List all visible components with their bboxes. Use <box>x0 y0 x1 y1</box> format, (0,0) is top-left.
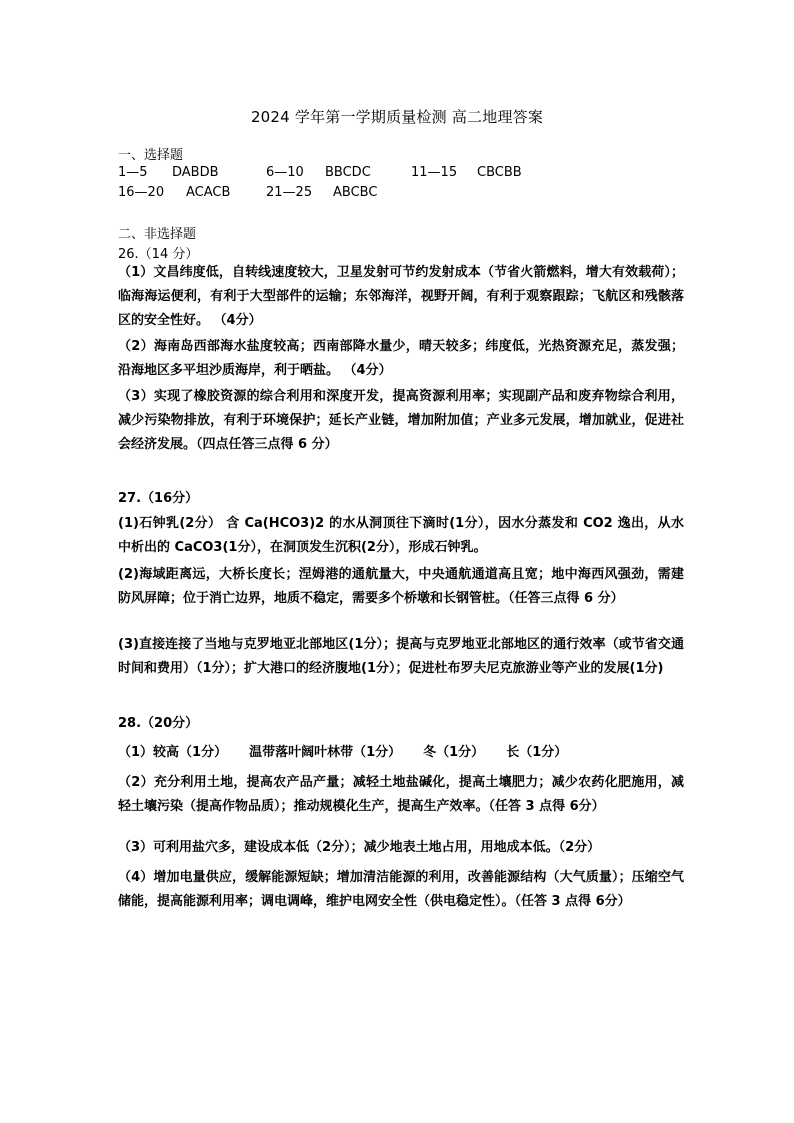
q27-part3: (3)直接连接了当地与克罗地亚北部地区(1分）；提高与克罗地亚北部地区的通行效率（或节省交通时间和费用）（1分）；扩大港口的经济腹地(1分）；促进杜布罗夫尼克旅游业等产业的发展(1分) <box>118 637 684 676</box>
section2-heading: 二、非选择题 <box>118 227 197 242</box>
q26-heading: 26.（14 分） <box>118 247 199 262</box>
answer-range: 21—25 <box>266 185 313 200</box>
q28-part4: （4）增加电量供应，缓解能源短缺；增加清洁能源的利用，改善能源结构（大气质量）；压缩空气储能，提高能源利用率；调电调峰，维护电网安全性（供电稳定性）。（任答 3 点得 6分） <box>118 870 684 909</box>
q26-part1: （1）文昌纬度低，自转线速度较大，卫星发射可节约发射成本（节省火箭燃料，增大有效载荷）；临海海运便利，有利于大型部件的运输；东邻海洋，视野开阔，有利于观察跟踪；飞航区和残骸落区的安全性好。 （4分） <box>118 265 684 328</box>
answer-range: 16—20 <box>118 185 165 200</box>
q28-part1-item: 温带落叶阔叶林带（1分） <box>249 745 402 760</box>
answer-range: 6—10 <box>266 165 304 180</box>
page-title: 2024 学年第一学期质量检测 高二地理答案 <box>250 108 544 126</box>
q28-part3: （3）可利用盐穴多，建设成本低（2分）；减少地表土地占用，用地成本低。（2分） <box>118 840 601 855</box>
answer-key: ABCBC <box>333 185 378 200</box>
q28-part1-item: 冬（1分） <box>423 745 485 760</box>
answer-key: CBCBB <box>477 165 522 180</box>
answer-key: ACACB <box>186 185 231 200</box>
answer-key: DABDB <box>172 165 219 180</box>
answer-key: BBCDC <box>325 165 371 180</box>
q26-part2: （2）海南岛西部海水盐度较高；西南部降水量少，晴天较多；纬度低，光热资源充足，蒸发强；沿海地区多平坦沙质海岸，利于晒盐。 （4分） <box>118 339 684 378</box>
q27-part1: (1)石钟乳(2分） 含 Ca(HCO3)2 的水从洞顶往下滴时(1分），因水分蒸发和 CO2 逸出，从水中析出的 CaCO3(1分），在洞顶发生沉积(2分），形成石钟乳。 <box>118 516 684 555</box>
q27-heading: 27.（16分） <box>118 491 199 506</box>
answer-range: 1—5 <box>118 165 148 180</box>
q28-heading: 28.（20分） <box>118 716 199 731</box>
q28-part1-item: （1）较高（1分） <box>118 745 228 760</box>
q27-part2: (2)海域距离远，大桥长度长；涅姆港的通航量大，中央通航通道高且宽；地中海西风强劲，需建防风屏障；位于消亡边界，地质不稳定，需要多个桥墩和长钢管桩。（任答三点得 6 分） <box>118 567 684 606</box>
section1-heading: 一、选择题 <box>118 148 184 163</box>
answer-range: 11—15 <box>411 165 458 180</box>
q28-part1-item: 长（1分） <box>506 745 568 760</box>
q28-part1 <box>118 741 684 765</box>
q26-part3: （3）实现了橡胶资源的综合利用和深度开发，提高资源利用率；实现副产品和废弃物综合利用，减少污染物排放，有利于环境保护；延长产业链，增加附加值；产业多元发展，增加就业，促进社会经济发展。（四点任答三点得 6 分） <box>118 389 684 452</box>
q28-part2: （2）充分利用土地，提高农产品产量；减轻土地盐碱化，提高土壤肥力；减少农药化肥施用，减轻土壤污染（提高作物品质）；推动规模化生产，提高生产效率。（任答 3 点得 6分） <box>118 775 684 814</box>
